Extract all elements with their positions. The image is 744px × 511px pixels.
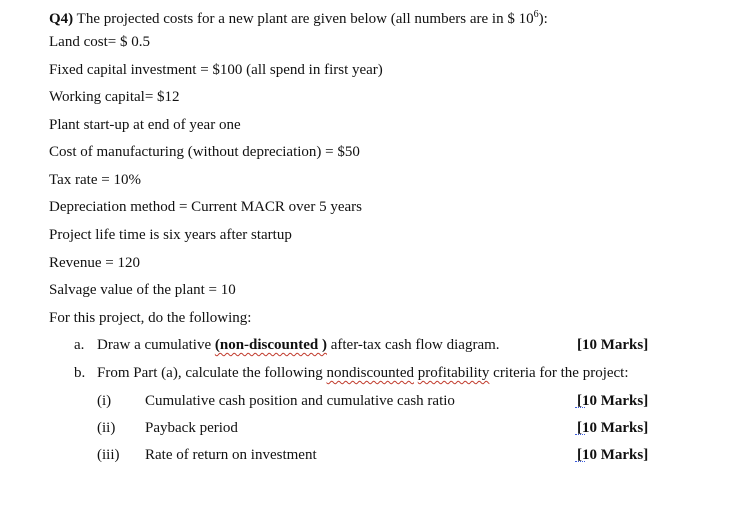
part-a-text-post: after-tax cash flow diagram. (326, 337, 500, 353)
param-cost-manufacturing: Cost of manufacturing (without depreciation) = $50 (49, 144, 360, 160)
subitem-num: (ii) (97, 420, 116, 436)
subitem-marks (577, 419, 648, 437)
part-a-text-bold: (non-discounted ) (214, 337, 327, 353)
part-a-letter: a. (74, 337, 85, 353)
param-fixed-capital: Fixed capital investment = $100 (all spend in first year) (49, 62, 383, 78)
subitem-marks-label: [10 Marks] (577, 420, 649, 436)
instruction-line: For this project, do the following: (49, 310, 252, 326)
question-exponent: 6 (533, 9, 539, 20)
question-intro: The projected costs for a new plant are given below (all numbers are in $ 10 (73, 11, 534, 27)
param-working-capital: Working capital= $12 (49, 89, 180, 105)
part-b-squiggle-word-2: profitability (417, 365, 490, 381)
subitem-num: (i) (97, 393, 112, 409)
part-b-letter: b. (74, 365, 86, 381)
subitem-text: Rate of return on investment (145, 447, 317, 463)
subitem-marks-label: [10 Marks] (577, 447, 649, 463)
part-b-text (97, 364, 629, 382)
param-tax-rate: Tax rate = 10% (49, 172, 141, 188)
subitem-text: Payback period (145, 420, 238, 436)
part-b-text-post: criteria for the project: (489, 365, 629, 381)
param-depreciation: Depreciation method = Current MACR over 5 years (49, 199, 362, 215)
param-land-cost: Land cost= $ 0.5 (49, 34, 150, 50)
question-intro-end: ): (538, 11, 548, 27)
part-a-text (97, 336, 500, 354)
subitem-marks (577, 392, 648, 410)
part-b-squiggle-word-1: nondiscounted (326, 365, 415, 381)
param-revenue: Revenue = 120 (49, 255, 140, 271)
subitem-text: Cumulative cash position and cumulative cash ratio (145, 393, 455, 409)
part-a-marks: [10 Marks] (577, 337, 649, 353)
subitem-marks (577, 446, 648, 464)
subitem-num: (iii) (97, 447, 120, 463)
param-project-life: Project life time is six years after startup (49, 227, 292, 243)
part-b-text-pre: From Part (a), calculate the following (97, 365, 327, 381)
question-number: Q4) (49, 11, 74, 27)
subitem-marks-label: [10 Marks] (577, 393, 649, 409)
question-heading (49, 6, 548, 28)
part-a-text-pre: Draw a cumulative (97, 337, 215, 353)
param-startup: Plant start-up at end of year one (49, 117, 241, 133)
param-salvage: Salvage value of the plant = 10 (49, 282, 236, 298)
